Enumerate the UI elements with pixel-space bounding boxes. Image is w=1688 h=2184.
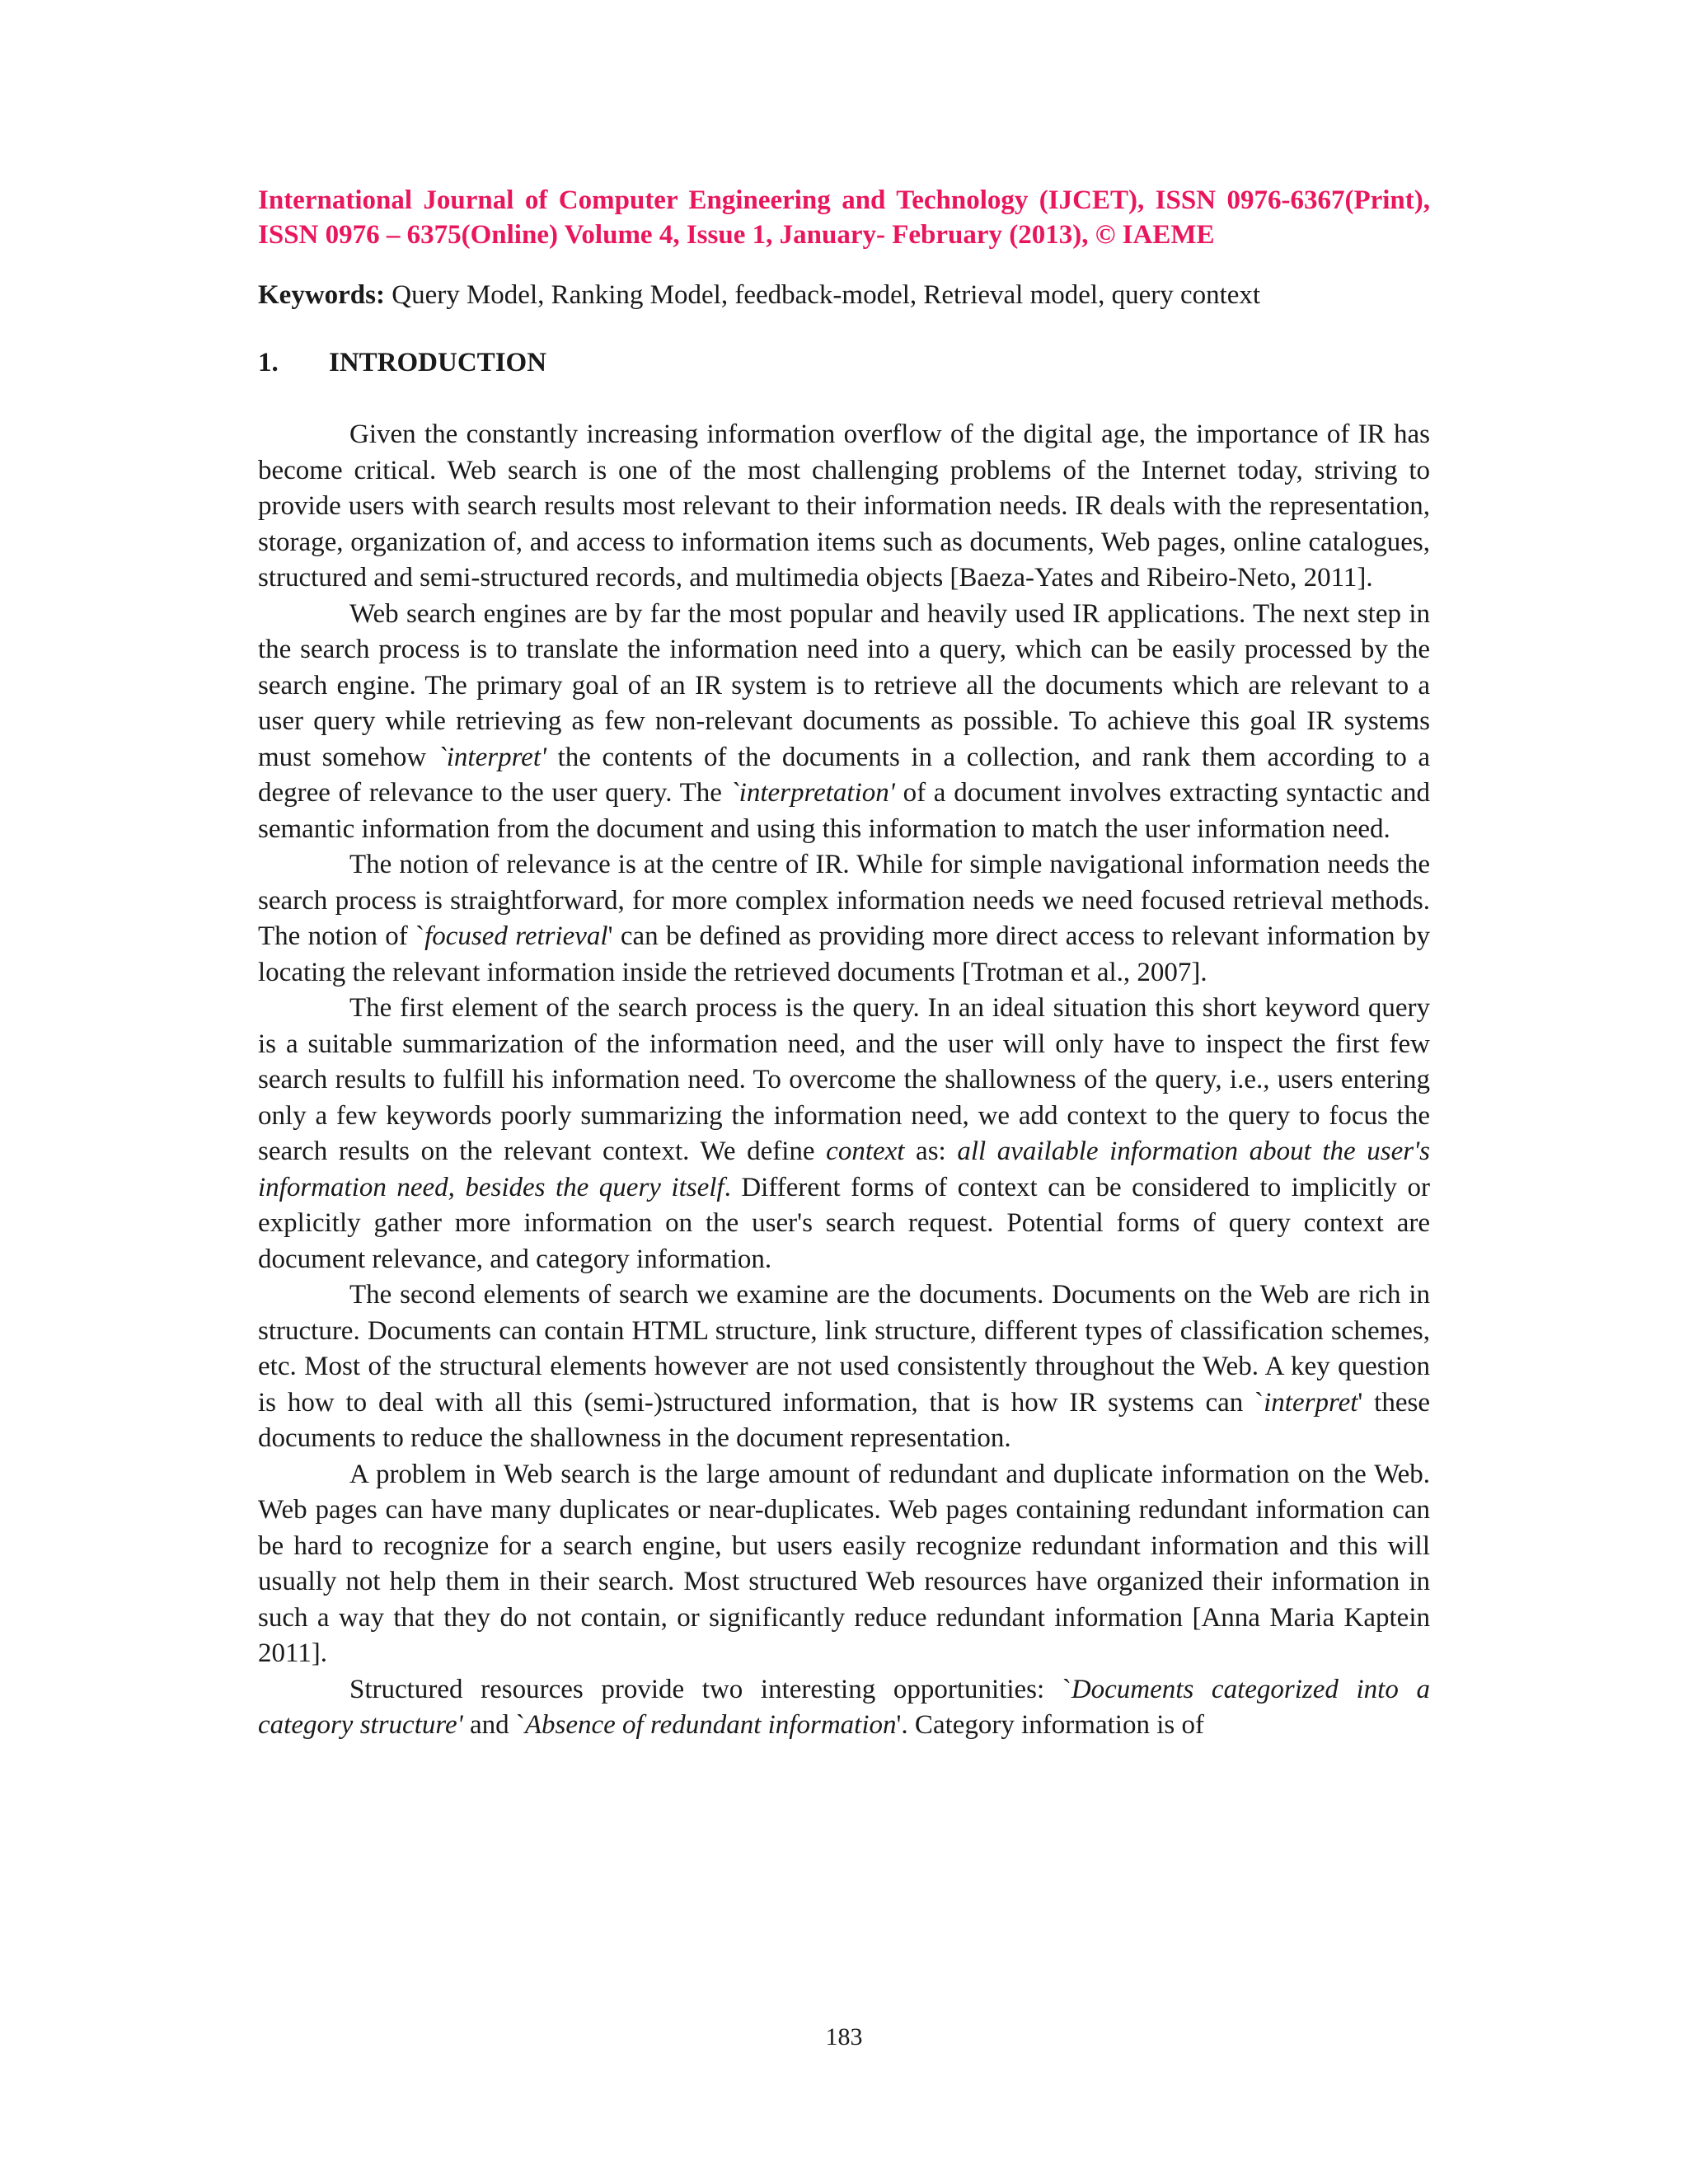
paragraph-text: ' can be defined as providing more direct access to relevant information by locating the relevant information inside the retrieved documents [Trotman et al., 2007].: [258, 921, 1430, 987]
page-number: 183: [825, 2023, 863, 2050]
italic-text: focused retrieval: [424, 921, 608, 951]
italic-text: `interpret': [437, 742, 547, 772]
paragraph-text: Given the constantly increasing information overflow of the digital age, the importance of IR has become critical. Web search is one of the most challenging problems of the Internet today, striving to provide users with search results most relevant to their information needs. IR deals with the representation, storage, organization of, and access to information items such as documents, Web pages, online catalogues, structured and semi-structured records, and multimedia objects [Baeza-Yates and Ribeiro-Neto, 2011].: [258, 419, 1430, 593]
keywords-label: Keywords:: [258, 280, 385, 310]
italic-text: Absence of redundant information: [524, 1710, 897, 1740]
paragraph: [258, 1457, 1430, 1672]
page-content: [258, 183, 1430, 1744]
paragraph: [258, 417, 1430, 597]
paragraph-text: The second elements of search we examine are the documents. Documents on the Web are rich in structure. Documents can contain HTML structure, link structure, different types of classification schemes, etc. Most of the structural elements however are not used consistently throughout the Web. A key question is how to deal with all this (semi-)structured information, that is how IR systems can `: [258, 1280, 1430, 1418]
paragraph-text: of a document involves extracting syntactic and semantic information from the document and using this information to match the user information need.: [258, 778, 1430, 844]
paragraph: [258, 597, 1430, 848]
body-text: [258, 417, 1430, 1744]
italic-text: Documents categorized into a category structure': [258, 1674, 1430, 1740]
paragraph-text: as:: [904, 1137, 958, 1166]
italic-text: context: [826, 1137, 905, 1166]
section-title: INTRODUCTION: [329, 348, 547, 377]
paragraph: [258, 1672, 1430, 1744]
italic-text: `interpretation': [729, 778, 895, 808]
paragraph: [258, 991, 1430, 1277]
keywords-value: Query Model, Ranking Model, feedback-model, Retrieval model, query context: [384, 280, 1261, 310]
paragraph-text: Structured resources provide two interesting opportunities: `: [349, 1674, 1071, 1704]
paragraph-text: A problem in Web search is the large amount of redundant and duplicate information on the Web. Web pages can have many duplicates or near-duplicates. Web pages containing redundant information can be hard to recognize for a search engine, but users easily recognize redundant information and this will usually not help them in their search. Most structured Web resources have organized their information in such a way that they do not contain, or significantly reduce redundant information [Anna Maria Kaptein 2011].: [258, 1459, 1430, 1668]
paragraph-text: the contents of the documents in a collection, and rank them according to a degree of relevance to the user query. The: [258, 742, 1430, 808]
paragraph-text: ' these documents to reduce the shallowness in the document representation.: [258, 1387, 1430, 1453]
paragraph-text: . Different forms of context can be considered to implicitly or explicitly gather more information on the user's search request. Potential forms of query context are document relevance, and category information.: [258, 1172, 1431, 1274]
paragraph: [258, 847, 1430, 991]
section-heading: [258, 344, 1430, 381]
keywords-line: [258, 277, 1430, 313]
italic-text: all available information about the user's information need, besides the query itself: [258, 1137, 1430, 1202]
paragraph-text: Web search engines are by far the most popular and heavily used IR applications. The next step in the search process is to translate the information need into a query, which can be easily processed by the search engine. The primary goal of an IR system is to retrieve all the documents which are relevant to a user query while retrieving as few non-relevant documents as possible. To achieve this goal IR systems must somehow: [258, 598, 1430, 772]
paragraph: [258, 1277, 1430, 1457]
italic-text: interpret: [1264, 1387, 1358, 1418]
paragraph-text: '. Category information is of: [896, 1710, 1204, 1740]
paragraph-text: The notion of relevance is at the centre of IR. While for simple navigational information needs the search process is straightforward, for more complex information needs we need focused retrieval methods. The notion of `: [258, 850, 1430, 951]
section-number: 1.: [258, 348, 279, 377]
paragraph-text: The first element of the search process is the query. In an ideal situation this short keyword query is a suitable summarization of the information need, and the user will only have to inspect the first few search results to fulfill his information need. To overcome the shallowness of the query, i.e., users entering only a few keywords poorly summarizing the information need, we add context to the query to focus the search results on the relevant context. We define: [258, 993, 1430, 1166]
journal-header: International Journal of Computer Engineering and Technology (IJCET), ISSN 0976-6367(Print), ISSN 0976 – 6375(Online) Volume 4, Issue 1, January- February (2013), © IAEME: [258, 185, 1430, 250]
paragraph-text: and `: [462, 1710, 525, 1740]
